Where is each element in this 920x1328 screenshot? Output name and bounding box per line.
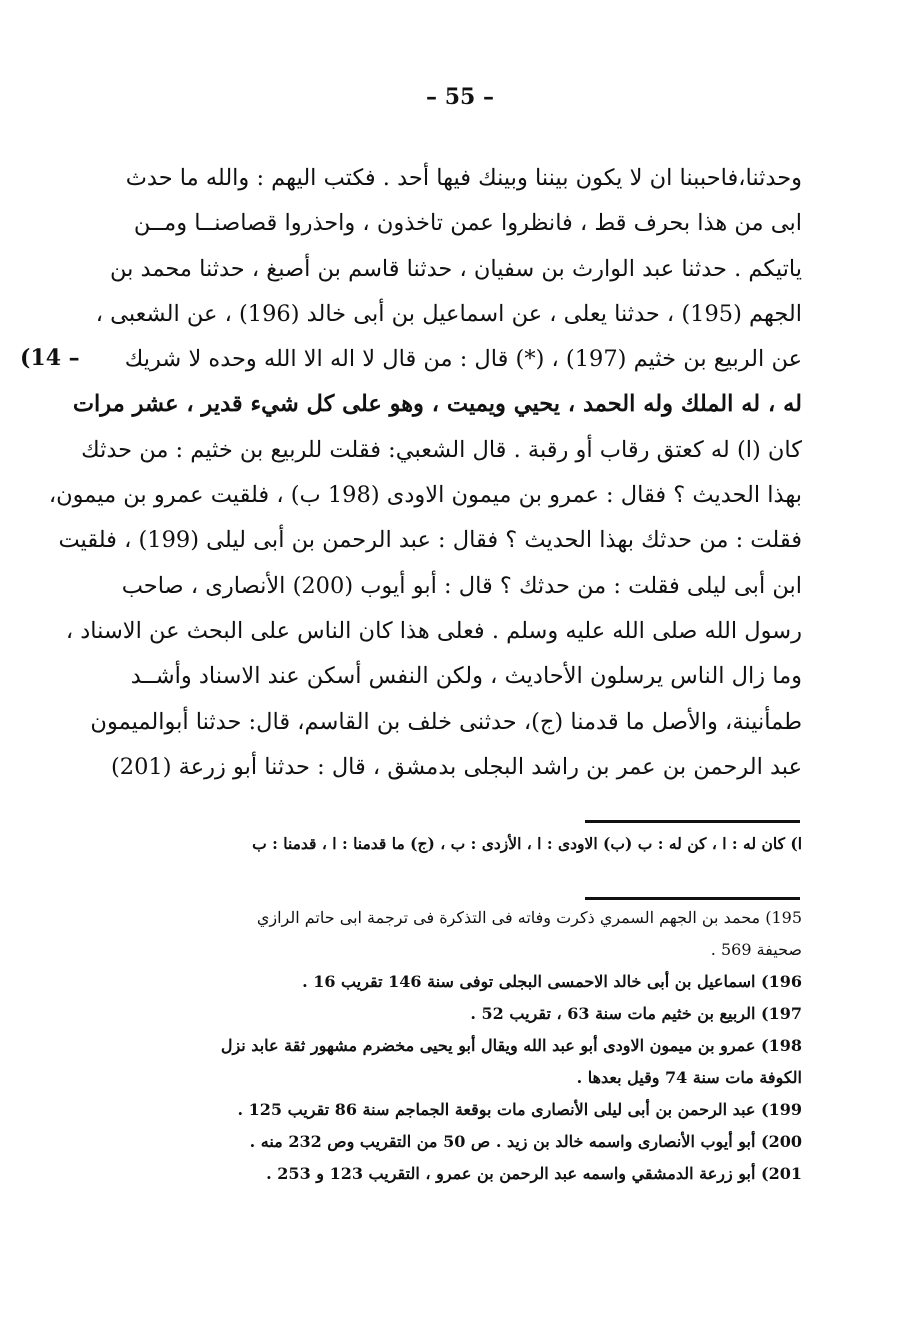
body-line: طمأنينة، والأصل ما قدمنا (ج)، حدثنى خلف بن القاسم، قال: حدثنا أبوالميمون bbox=[90, 708, 802, 735]
footnote: 201) أبو زرعة الدمشقي واسمه عبد الرحمن بن عمرو ، التقريب 123 و 253 . bbox=[266, 1164, 802, 1183]
body-line: الجهم (195) ، حدثنا يعلى ، عن اسماعيل بن أبى خالد (196) ، عن الشعبى ، bbox=[95, 300, 802, 327]
page-number: – 55 – bbox=[426, 84, 494, 110]
body-line: ياتيكم . حدثنا عبد الوارث بن سفيان ، حدثنا قاسم بن أصبغ ، حدثنا محمد بن bbox=[110, 255, 802, 282]
body-line: بهذا الحديث ؟ فقال : عمرو بن ميمون الاودى (198 ب) ، فلقيت عمرو بن ميمون، bbox=[48, 482, 802, 509]
body-line: ابى من هذا بحرف قط ، فانظروا عمن تاخذون ، واحذروا قصاصنــا ومــن bbox=[133, 210, 802, 237]
divider-rule bbox=[585, 897, 800, 900]
body-line: رسول الله صلى الله عليه وسلم . فعلى هذا كان الناس على البحث عن الاسناد ، bbox=[65, 617, 802, 644]
body-line: ابن أبى ليلى فقلت : من حدثك ؟ قال : أبو أيوب (200) الأنصارى ، صاحب bbox=[121, 572, 802, 599]
footnote: 198) عمرو بن ميمون الاودى أبو عبد الله ويقال أبو يحيى مخضرم مشهور ثقة عابد نزل bbox=[220, 1036, 802, 1055]
body-line: له ، له الملك وله الحمد ، يحيي ويميت ، وهو على كل شيء قدير ، عشر مرات bbox=[72, 391, 802, 418]
body-line: وما زال الناس يرسلون الأحاديث ، ولكن النفس أسكن عند الاسناد وأشــد bbox=[130, 663, 802, 690]
body-line: عبد الرحمن بن عمر بن راشد البجلى بدمشق ، قال : حدثنا أبو زرعة (201) bbox=[110, 753, 802, 780]
divider-rule bbox=[585, 820, 800, 823]
body-line: عن الربيع بن خثيم (197) ، (*) قال : من قال لا اله الا الله وحده لا شريك bbox=[124, 346, 802, 373]
footnote: 199) عبد الرحمن بن أبى ليلى الأنصارى مات بوقعة الجماجم سنة 86 تقريب 125 . bbox=[237, 1100, 802, 1119]
footnote: 195) محمد بن الجهم السمري ذكرت وفاته فى التذكرة فى ترجمة ابى حاتم الرازي bbox=[256, 908, 802, 927]
body-line: وحدثنا،فاحببنا ان لا يكون بيننا وبينك فيها أحد . فكتب اليهم : والله ما حدث bbox=[125, 165, 802, 191]
footnote: الكوفة مات سنة 74 وقيل بعدها . bbox=[576, 1068, 802, 1087]
body-line: كان (ا) له كعتق رقاب أو رقبة . قال الشعبي: فقلت للربيع بن خثيم : من حدثك bbox=[81, 436, 802, 463]
footnote: 196) اسماعيل بن أبى خالد الاحمسى البجلى توفى سنة 146 تقريب 16 . bbox=[302, 972, 802, 991]
margin-marker: (14 – bbox=[20, 345, 80, 371]
footnote: صحيفة 569 . bbox=[710, 940, 802, 959]
body-line: فقلت : من حدثك بهذا الحديث ؟ فقال : عبد الرحمن بن أبى ليلى (199) ، فلقيت bbox=[58, 527, 802, 554]
footnotes bbox=[112, 902, 802, 1190]
critical-apparatus: ا) كان له : ا ، كن له : ب (ب) الاودى : ا ، الأزدى : ب ، (ج) ما قدمنا : ا ، قدمنا : ب bbox=[252, 834, 802, 853]
footnote: 197) الربيع بن خثيم مات سنة 63 ، تقريب 52 . bbox=[470, 1004, 802, 1023]
footnote: 200) أبو أيوب الأنصارى واسمه خالد بن زيد . ص 50 من التقريب وص 232 منه . bbox=[249, 1132, 802, 1151]
